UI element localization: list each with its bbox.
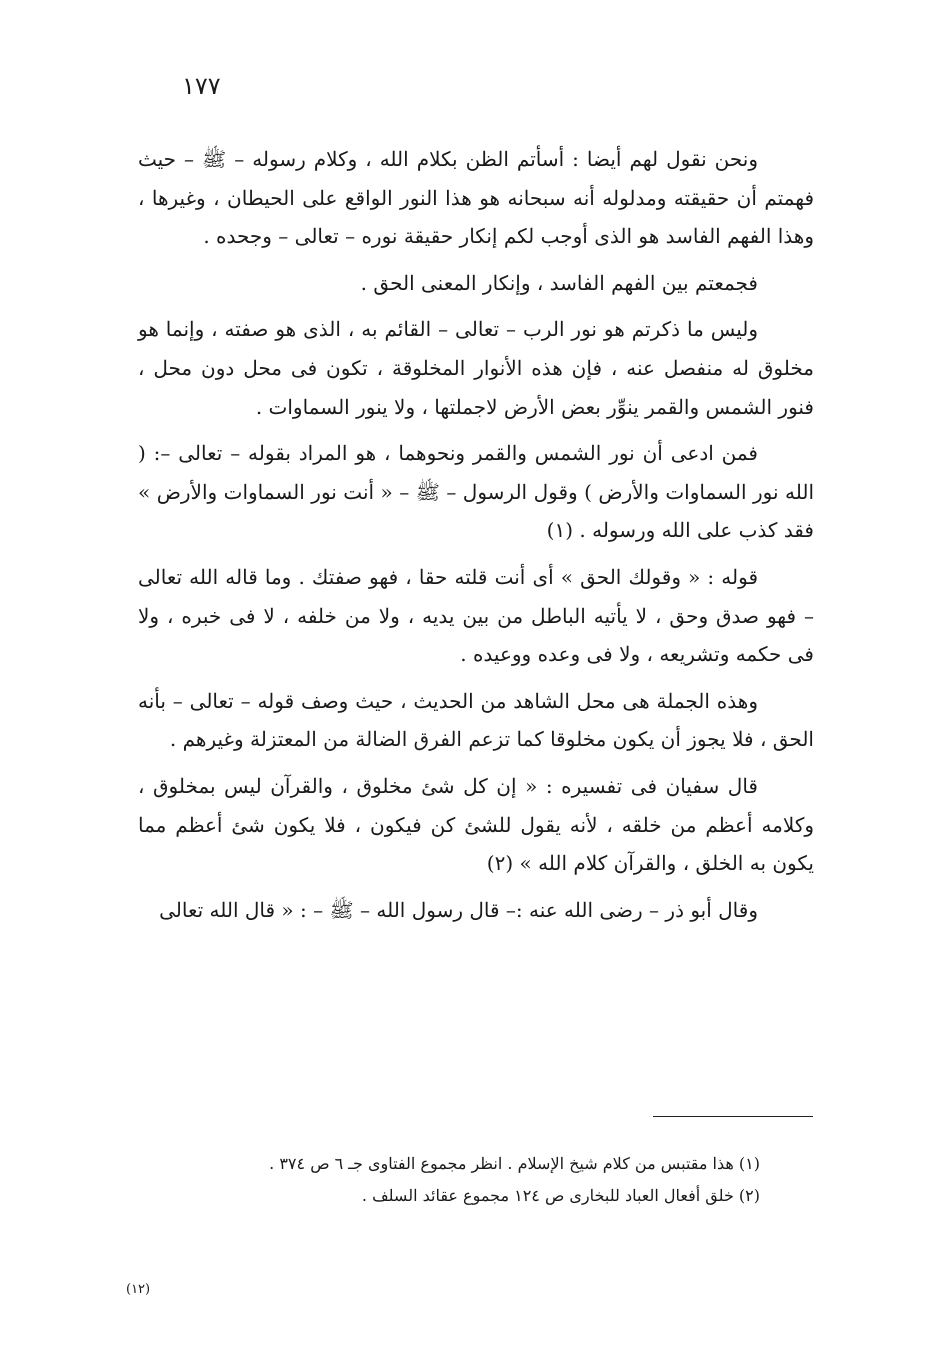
page-number: ١٧٧ — [182, 72, 221, 100]
paragraph: ونحن نقول لهم أيضا : أسأتم الظن بكلام الله ، وكلام رسوله – ﷺ – حيث فهمتم أن حقيقته ومدلوله أنه سبحانه هو هذا النور الواقع على الحيطان ، وغيرها ، وهذا الفهم الفاسد هو الذى أوجب لكم إنكار حقيقة نوره – تعالى – وجحده . — [138, 147, 814, 249]
paragraph: وهذه الجملة هى محل الشاهد من الحديث ، حيث وصف قوله – تعالى – بأنه الحق ، فلا يجوز أن يكون مخلوقا كما تزعم الفرق الضالة من المعتزلة وغيرهم . — [138, 688, 814, 752]
paragraph: فجمعتم بين الفهم الفاسد ، وإنكار المعنى الحق . — [360, 270, 758, 295]
paragraph: وقال أبو ذر – رضى الله عنه :– قال رسول الله – ﷺ – : « قال الله تعالى — [159, 897, 758, 922]
main-text — [138, 140, 814, 937]
footnote: (٢) خلق أفعال العباد للبخارى ص ١٢٤ مجموع عقائد السلف . — [361, 1186, 760, 1205]
paragraph: قوله : « وقولك الحق » أى أنت قلته حقا ، فهو صفتك . وما قاله الله تعالى – فهو صدق وحق ، لا يأتيه الباطل من بين يديه ، ولا من خلفه ، لا فى خبره ، ولا فى حكمه وتشريعه ، ولا فى وعده ووعيده . — [138, 564, 814, 667]
paragraph: قال سفيان فى تفسيره : « إن كل شئ مخلوق ، والقرآن ليس بمخلوق ، وكلامه أعظم من خلقه ، لأنه يقول للشئ كن فيكون ، فلا يكون شئ أعظم مما يكون به الخلق ، والقرآن كلام الله » (٢) — [138, 773, 814, 876]
footnote-divider — [653, 1116, 813, 1117]
footnotes — [138, 1148, 760, 1212]
signature-mark: (١٢) — [126, 1282, 151, 1297]
paragraph: وليس ما ذكرتم هو نور الرب – تعالى – القائم به ، الذى هو صفته ، وإنما هو مخلوق له منفصل عنه ، فإن هذه الأنوار المخلوقة ، تكون فى محل دون محل ، فنور الشمس والقمر ينوِّر بعض الأرض لاجملتها ، ولا ينور السماوات . — [138, 317, 814, 419]
paragraph: فمن ادعى أن نور الشمس والقمر ونحوهما ، هو المراد بقوله – تعالى –: ( الله نور السماوات والأرض ) وقول الرسول – ﷺ – « أنت نور السماوات والأرض » فقد كذب على الله ورسوله . (١) — [138, 441, 814, 543]
footnote: (١) هذا مقتبس من كلام شيخ الإسلام . انظر مجموع الفتاوى جـ ٦ ص ٣٧٤ . — [269, 1154, 760, 1173]
